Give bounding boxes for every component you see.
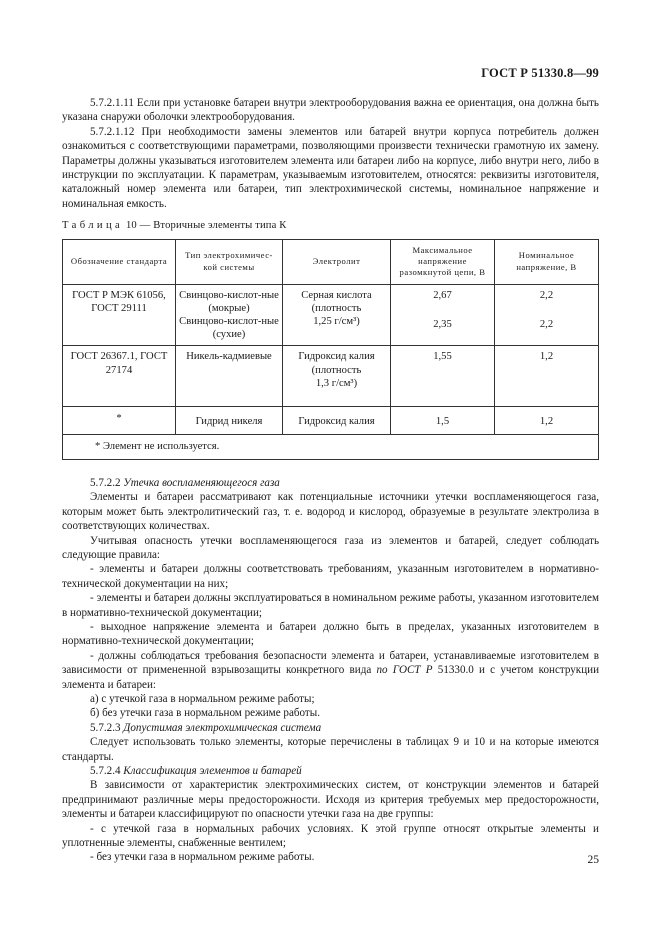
paragraph: Элементы и батареи рассматривают как потенциальные источники утечки воспламеняющегося газа, которым может быть электролитический газ, т. е. водород и кислород, образуемые в результате электролиза в соответствующих количествах.	[62, 491, 599, 533]
table-footnote-row	[63, 434, 599, 459]
list-item: - с утечкой газа в нормальных рабочих условиях. К этой группе относят открытые элементы и уплотненные элементы, снабженные вентилем;	[62, 822, 599, 850]
cell-system: Гидрид никеля	[176, 407, 283, 434]
list-item: - элементы и батареи должны эксплуатироваться в номинальном режиме работы, указанном изготовителем в нормативно-технической документации;	[62, 592, 599, 619]
rule-text-end: 51330.0 и с учетом конструкции элемента и батареи:	[62, 664, 600, 691]
cell-nominal-voltage: 1,2	[495, 346, 599, 407]
header-nominal-voltage: Номинальное напряжение, В	[495, 239, 599, 284]
value-line: 2,35	[433, 318, 452, 330]
header-standard: Обозначение стандарта	[63, 239, 176, 284]
cell-system: Никель-кадмиевые	[176, 346, 283, 407]
value-line: 2,2	[539, 318, 554, 330]
electrolyte-line: Серная кислота	[301, 289, 372, 301]
table-header-row	[63, 239, 599, 284]
cell-electrolyte	[283, 346, 391, 407]
list-item: а) с утечкой газа в нормальном режиме работы;	[90, 692, 315, 705]
paragraph: В зависимости от характеристик электрохимических систем, от конструкции элементов и батарей предпринимают различные меры предосторожности. Исходя из критерия требуемых мер предосторожности, элементы и батареи классифицируют по опасности утечки газа на две группы:	[62, 779, 599, 821]
cell-max-voltage	[391, 284, 495, 346]
cell-electrolyte: Гидроксид калия	[283, 407, 391, 434]
page-content	[62, 96, 599, 865]
cell-electrolyte	[283, 284, 391, 346]
section-heading-5-7-2-2	[62, 476, 599, 490]
paragraph: Следует использовать только элементы, которые перечислены в таблицах 9 и 10 и на которые имеются стандарты.	[62, 736, 599, 763]
list-item: - элементы и батареи должны соответствовать требованиям, указанным изготовителем в нормативно-технической документации на них;	[62, 563, 599, 590]
section-number: 5.7.2.4	[90, 765, 121, 777]
cell-standard: ГОСТ Р МЭК 61056, ГОСТ 29111	[63, 284, 176, 346]
rule-text: - должны соблюдаться требования безопасности элемента и батареи, устанавливаемые изготовителем в зависимости от примененной взрывозащиты конкретного вида	[62, 649, 599, 677]
header-electrolyte: Электролит	[283, 239, 391, 284]
system-line: Свинцово-кислот-ные (сухие)	[179, 316, 279, 341]
electrolyte-line: (плотность	[311, 364, 362, 376]
list-item	[62, 649, 599, 692]
table-row	[63, 407, 599, 434]
table-row	[63, 346, 599, 407]
section-heading-5-7-2-3	[62, 721, 599, 735]
batteries-table	[62, 239, 599, 460]
cell-nominal-voltage	[495, 284, 599, 346]
table-footnote: * Элемент не используется.	[63, 434, 599, 459]
section-heading-5-7-2-4	[62, 764, 599, 778]
cell-max-voltage: 1,55	[391, 346, 495, 407]
list-item: - без утечки газа в нормальном режиме работы.	[90, 851, 315, 864]
table-caption	[62, 219, 599, 233]
cell-standard: ГОСТ 26367.1, ГОСТ 27174	[63, 346, 176, 407]
section-title: Допустимая электрохимическая система	[123, 721, 322, 734]
paragraph: Учитывая опасность утечки воспламеняющегося газа из элементов и батарей, следует соблюдать следующие правила:	[62, 534, 599, 561]
list-item: - выходное напряжение элемента и батареи должно быть в пределах, указанных изготовителем в нормативно-технической документации;	[62, 620, 599, 648]
value-line: 2,2	[539, 289, 554, 301]
section-title: Классификация элементов и батарей	[123, 765, 302, 777]
system-line: Свинцово-кислот-ные (мокрые)	[179, 289, 279, 314]
electrolyte-line: (плотность	[311, 302, 362, 314]
table-row	[63, 284, 599, 346]
section-number: 5.7.2.3	[90, 721, 121, 734]
table-caption-title: 10 — Вторичные элементы типа К	[125, 220, 287, 232]
section-title: Утечка воспламеняющегося газа	[123, 476, 280, 489]
document-header: ГОСТ Р 51330.8—99	[481, 66, 599, 80]
electrolyte-line: 1,25 г/см³)	[313, 316, 360, 328]
cell-system	[176, 284, 283, 346]
standard-reference: по ГОСТ Р	[376, 664, 433, 677]
cell-nominal-voltage: 1,2	[495, 407, 599, 434]
page-number: 25	[587, 854, 599, 866]
electrolyte-line: Гидроксид калия	[298, 351, 375, 363]
cell-max-voltage: 1,5	[391, 407, 495, 434]
header-system: Тип электрохимичес-кой системы	[176, 239, 283, 284]
table-caption-word: Таблица	[62, 220, 124, 232]
header-max-voltage: Максимальное напряжение разомкнутой цепи, В	[391, 239, 495, 284]
value-line: 2,67	[433, 289, 452, 301]
section-number: 5.7.2.2	[90, 476, 121, 489]
cell-standard: *	[63, 407, 176, 434]
electrolyte-line: 1,3 г/см³)	[315, 377, 358, 389]
paragraph-5-7-2-1-11: 5.7.2.1.11 Если при установке батареи внутри электрооборудования важна ее ориентация, она должна быть указана снаружи оболочки электрооборудования.	[62, 97, 599, 124]
paragraph-5-7-2-1-12: 5.7.2.1.12 При необходимости замены элементов или батарей внутри корпуса потребитель должен ознакомиться с соответствующими параметрами, позволяющими произвести технически грамотную их замену. Параметры должны указываться изготовителем элемента или батареи либо на корпусе, либо внутри него, либо в инструкции по эксплуатации. К параметрам, указываемым изготовителем, относятся: реквизиты изготовителя, каталожный номер элемента или батареи, тип электрохимической системы, номинальное напряжение и номинальная емкость.	[62, 125, 599, 210]
list-item: б) без утечки газа в нормальном режиме работы.	[90, 707, 320, 720]
